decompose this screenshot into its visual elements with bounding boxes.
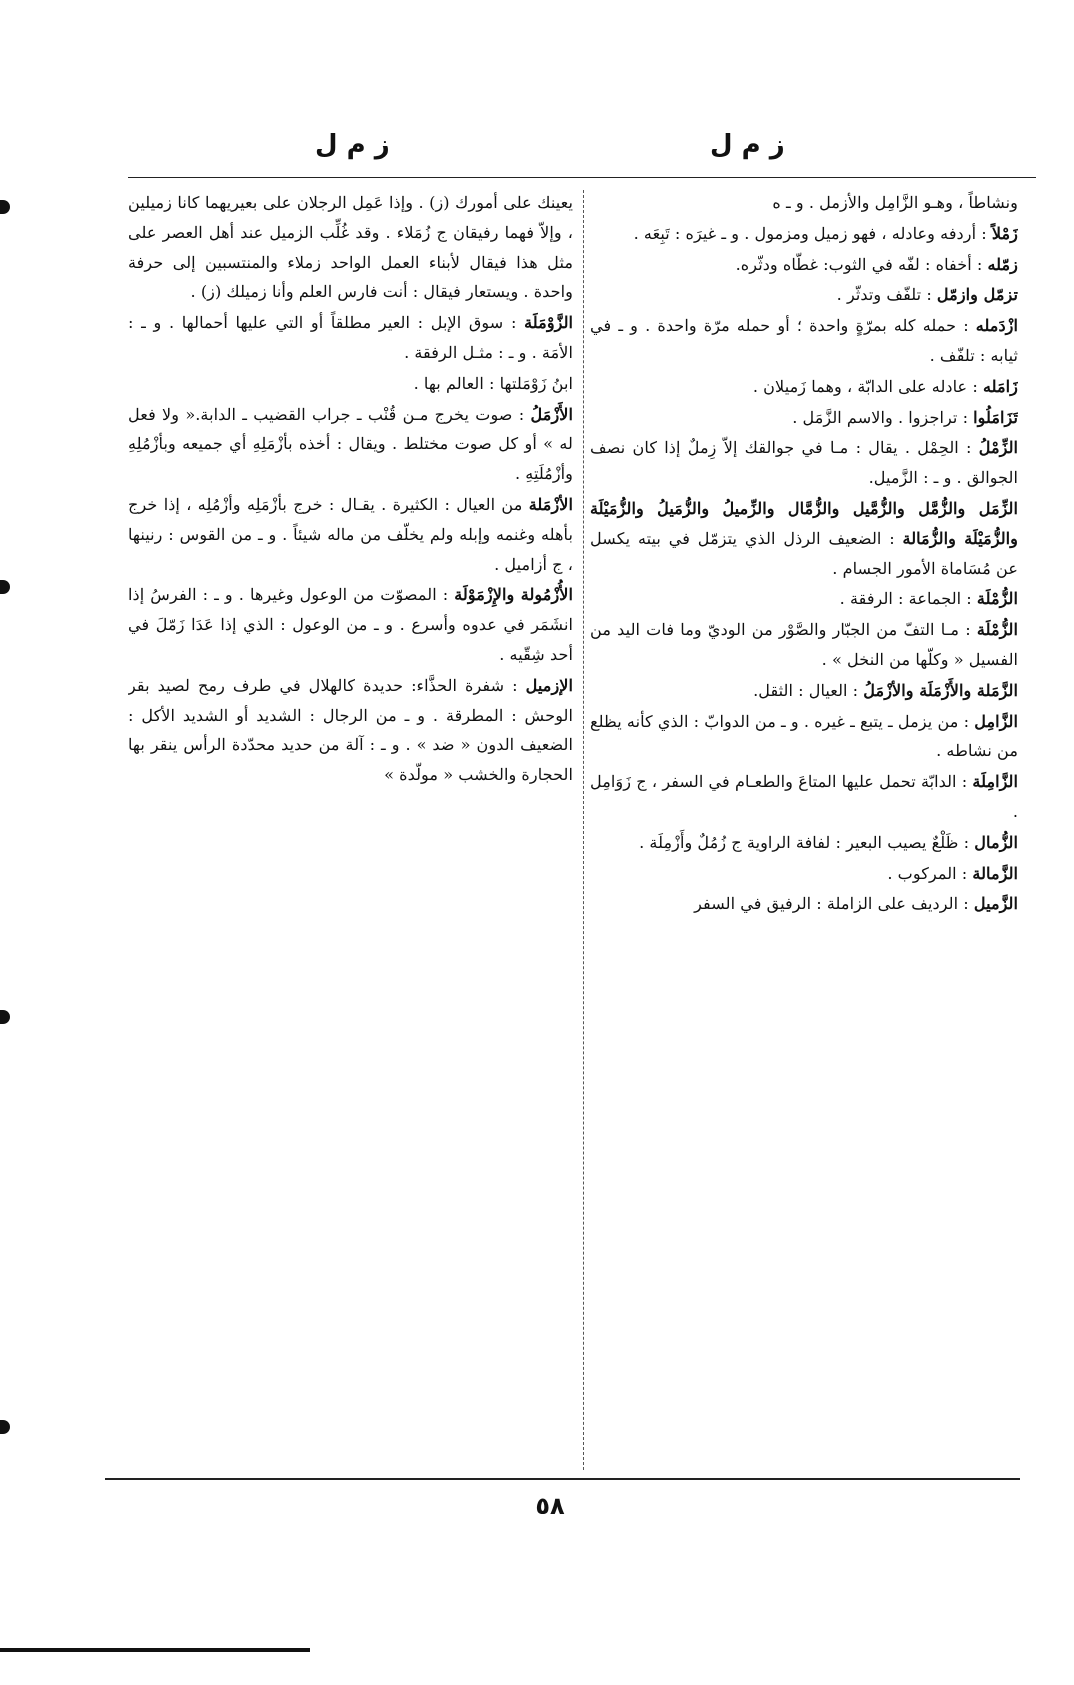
dictionary-entry <box>590 889 1018 919</box>
right-column <box>590 188 1018 1478</box>
entry-definition: : مـا التفّ من الجبّار والصَّوْر من الوديّ وما فات اليد من الفسيل « وكلّها من النخل » . <box>590 620 1018 669</box>
scan-edge-mark <box>0 1010 10 1024</box>
entry-definition: : أخفاه : لفّه في الثوب: غطّاه ودثّره. <box>735 254 988 274</box>
entry-definition: : العيال : الثقل. <box>753 680 864 700</box>
scan-edge-mark <box>0 200 10 214</box>
left-column <box>128 188 573 1478</box>
entry-headword: الزُّمال <box>974 832 1018 852</box>
dictionary-entry <box>128 490 573 579</box>
entry-definition: : المركوب . <box>887 863 973 883</box>
entry-headword: الأَزْمَلُ <box>530 404 573 424</box>
entry-headword: تَزَامَلُوا <box>973 407 1018 427</box>
entry-definition: : الرديف على الزاملة : الرفيق في السفر <box>694 894 974 914</box>
entry-headword: الزَّامِل <box>974 711 1018 731</box>
entry-headword: الزَّميل <box>973 894 1018 914</box>
dictionary-entry <box>590 828 1018 858</box>
dictionary-entry <box>590 219 1018 249</box>
running-header-left: ز م ل <box>315 130 390 160</box>
dictionary-entry <box>590 280 1018 310</box>
entry-headword: الزُّمْلَة <box>976 589 1018 609</box>
entry-headword: زَامَله <box>982 376 1018 396</box>
entry-definition: : صوت يخرج مـن قُنْب ـ جراب القضيب ـ الدابة.« ولا فعل له » أو كل صوت مختلط . ويقال : أخذه بأزْمَلِهِ أي جميعه وبأزْمُلِهِ وأزْمُلَتِهِ . <box>128 404 573 484</box>
entry-definition: : ظَلْعٌ يصيب البعير : لفافة الراوية ج زُمُلٌ وأَزْمِلَة . <box>639 832 975 852</box>
entry-headword: الزَّمالة <box>972 863 1018 883</box>
entry-headword: زَمْلاً <box>991 223 1018 243</box>
dictionary-entry <box>128 308 573 368</box>
entry-definition: : من يزمل ـ يتبع ـ غيره . و ـ من الدوابّ : الذي كأنه يظلع من نشاطه . <box>590 711 1018 761</box>
entry-headword: الأزْمَلة <box>528 494 573 514</box>
entry-headword: تزمّل وازمّل <box>936 285 1018 305</box>
entry-definition: ابنُ زَوْمَلتها : العالم بها . <box>413 373 573 393</box>
entry-headword: الزِّمْلُ <box>978 438 1018 458</box>
entry-definition: من العيال : الكثيرة . يقـال : خرج بأزْمَلِه وأزْمُلِه ، إذا خرج بأهله وغنمه وإبله ولم يخلّف من ماله شيئاً . و ـ من القوس : رنينها ، ج أزاميل . <box>128 494 573 574</box>
entry-definition: : أردفه وعادله ، فهو زميل ومزمول . و ـ غيرَه : تَبِعَه . <box>633 223 992 243</box>
dictionary-entry <box>590 250 1018 280</box>
entry-headword: زمّله <box>987 254 1018 274</box>
entry-headword: الإزميل <box>525 675 573 695</box>
entry-definition: : عادله على الدابّة ، وهما زَميلان . <box>752 376 983 396</box>
entry-definition: : الجماعة : الرفقة . <box>839 589 977 609</box>
entry-headword: الزَّوْمَلَة <box>524 313 573 333</box>
dictionary-entry <box>590 188 1018 218</box>
scan-edge-mark <box>0 1420 10 1434</box>
entry-headword: ازْدَمله <box>975 316 1018 336</box>
dictionary-entry <box>590 494 1018 583</box>
entry-definition: : الدابّة تحمل عليها المتاعَ والطعـام في السفر ، ج زَوَامِل . <box>590 772 1018 821</box>
dictionary-entry <box>590 859 1018 889</box>
entry-definition: ونشاطاً ، وهـو الزَّامِل والأزمل . و ـ ه <box>772 193 1018 212</box>
dictionary-entry <box>590 707 1018 767</box>
column-divider <box>583 190 584 1470</box>
dictionary-entry <box>590 767 1018 827</box>
dictionary-entry <box>590 403 1018 433</box>
entry-definition: : الضعيف الرذل الذي يتزمّل في بيته يكسل عن مُسَاماة الأمور الجسام . <box>590 528 1018 578</box>
dictionary-entry <box>590 584 1018 614</box>
scan-bottom-line <box>0 1648 310 1652</box>
header-rule <box>128 177 1036 178</box>
dictionary-entry <box>590 311 1018 371</box>
dictionary-entry <box>128 188 573 307</box>
entry-definition: : تراجزوا . والاسم الزَّمَل . <box>792 407 974 427</box>
page-number: ٥٨ <box>535 1492 565 1520</box>
dictionary-entry <box>128 671 573 790</box>
dictionary-entry <box>590 433 1018 493</box>
dictionary-entry <box>128 400 573 489</box>
entry-definition: : تلفّف وتدثّر . <box>836 285 937 305</box>
entry-headword: الزُّمْلَة <box>976 620 1018 640</box>
entry-headword: الزَّامِلَة <box>972 772 1018 792</box>
entry-headword: الزِّمَل والزُّمَّل والزُّمَّيل والزُّمَّال والزِّميلُ والزُّمَيلُ والزُّمَيْلَة والزُّمَيْلَة والزُّمَالة <box>590 498 1018 548</box>
entry-headword: الأُزْمُولة والإِزْمَوْلَة <box>454 585 573 605</box>
entry-definition: : الحِمْل . يقال : مـا في جوالقك إلاّ زِملٌ إذا كان نصف الجوالق . و ـ : الزَّميل. <box>590 438 1018 488</box>
entry-definition: : المصوّت من الوعول وغيرها . و ـ : الفرسُ إذا انشَمَر في عدوه وأسرع . و ـ من الوعول : الذي إذا عَدَا زَمّلَ في أحد شِقّيه . <box>128 585 573 664</box>
dictionary-entry <box>590 372 1018 402</box>
scan-edge-mark <box>0 580 10 594</box>
dictionary-entry <box>128 580 573 669</box>
entry-definition: يعينك على أمورك (ز) . وإذا عَمِل الرجلان على بعيريهما كانا زميلين ، وإلاّ فهما رفيقان ج زُمَلاء . وقد غُلِّب الزميل عند أهل العصر على مثل هذا فيقال لأبناء العمل الواحد زملاء والمنتسبين إلى حرفة واحدة . ويستعار فيقال : أنت فارس العلم وأنا زميلك (ز) . <box>128 193 573 302</box>
footer-rule <box>105 1478 1020 1480</box>
entry-definition: : سوق الإبل : العير مطلقاً أو التي عليها أحمالها . و ـ : الأمَة . و ـ : مثـل الرفقة . <box>128 313 573 362</box>
dictionary-entry <box>590 615 1018 675</box>
running-header-right: ز م ل <box>710 130 785 160</box>
entry-definition: : شفرة الحذَّاء: حديدة كالهلال في طرف رمح لصيد بقر الوحش : المطرقة . و ـ من الرجال : الشديد أو الشديد الأكل : الضعيف الدون « ضد » . و ـ : آلة من حديد محدّدة الرأس ينقر بها الحجارة والخشب « مولّدة » <box>128 675 573 785</box>
dictionary-entry <box>128 369 573 399</box>
entry-definition: : حمله كله بمرّةٍ واحدة ؛ أو حمله مرّة واحدة . و ـ في ثيابه : تلفّف . <box>590 316 1018 365</box>
entry-headword: الزَّمَلة والأَزْمَلَة والأزْمَلُ <box>863 680 1018 700</box>
dictionary-entry <box>590 676 1018 706</box>
